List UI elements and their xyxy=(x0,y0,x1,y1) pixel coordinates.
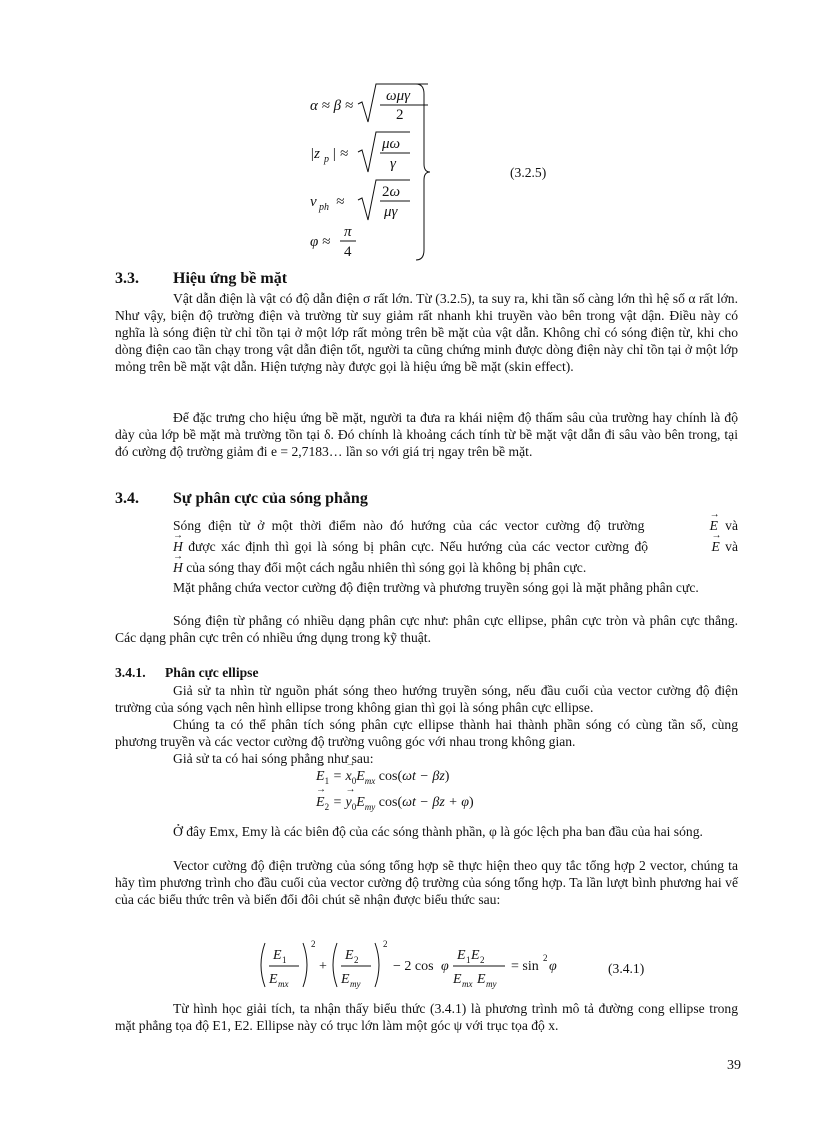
section-number: 3.4.1. xyxy=(115,665,146,680)
section-3-4-1-paragraph-6: Từ hình học giải tích, ta nhận thấy biểu thức (3.4.1) là phương trình mô tả đường cong ellipse trong mặt phẳng tọa độ E1, E2. Ellipse này có trục lớn làm một góc ψ với trục tọa độ x. xyxy=(115,1001,738,1033)
section-3-4-heading xyxy=(115,490,368,508)
equation-block-3-2-5 xyxy=(300,80,630,270)
vector-e2: → E xyxy=(316,795,325,811)
svg-text:= sin: = sin xyxy=(511,959,539,974)
svg-text:2: 2 xyxy=(383,939,388,949)
section-number: 3.3. xyxy=(115,270,139,287)
section-3-4-1-paragraph-5: Vector cường độ điện trường của sóng tổng hợp sẽ thực hiện theo quy tắc tổng hợp 2 vector, chúng ta hãy tìm phương trình cho đầu cuối của vector cường độ trường của sóng tổng hợp. Ta lần lượt bình phương hai vế của các biểu thức trên và biến đổi đôi chút sẽ nhận được biểu thức sau: xyxy=(115,858,738,907)
section-3-4-paragraph-3: Sóng điện từ phẳng có nhiều dạng phân cực như: phân cực ellipse, phân cực tròn và phân cực thẳng. Các dạng phân cực trên có nhiều ứng dụng trong kỹ thuật. xyxy=(115,613,738,645)
unit-vector-x0: → x xyxy=(346,769,352,785)
section-3-3-paragraph-2: Để đặc trưng cho hiệu ứng bề mặt, người ta đưa ra khái niệm độ thấm sâu của trường hay chính là độ dày của lớp bề mặt mà trường tồn tại δ. Đó chính là khoảng cách tính từ bề mặt vật dẫn đi sâu vào bên trong, tại đó cường độ trường giảm đi e = 2,7183… lần so với giá trị ngay trên bề mặt. xyxy=(115,410,738,459)
section-3-4-1-paragraph-3: Giả sử ta có hai sóng phẳng như sau: xyxy=(173,751,374,766)
svg-text:π: π xyxy=(344,224,352,240)
section-3-4-1-paragraph-2: Chúng ta có thể phân tích sóng phân cực ellipse thành hai thành phần sóng có cùng tần số, cùng phương truyền và các vector cường độ trường vuông góc với nhau trong không gian. xyxy=(115,717,738,749)
svg-text:μγ: μγ xyxy=(384,204,398,220)
vector-e-symbol: → E xyxy=(652,515,718,536)
section-3-4-1-paragraph-1: Giả sử ta nhìn từ nguồn phát sóng theo hướng truyền sóng, nếu đầu cuối của vector cường độ điện trường của sóng vạch nên hình ellipse trong không gian thì gọi là sóng phân cực ellipse. xyxy=(115,683,738,715)
svg-text:2: 2 xyxy=(480,955,485,965)
svg-text:E: E xyxy=(345,948,354,963)
svg-text:2: 2 xyxy=(543,953,548,963)
svg-text:+: + xyxy=(319,959,327,974)
svg-text:μω: μω xyxy=(382,136,401,152)
unit-vector-y0: → y xyxy=(346,795,352,811)
equation-e2: → $E_2$ = → $y_0E_{my}$ cos(ωt − βz + φ) xyxy=(316,795,474,812)
svg-text:E: E xyxy=(477,972,486,987)
section-3-4-paragraph-2: Mặt phẳng chứa vector cường độ điện trường và phương truyền sóng gọi là mặt phẳng phân cực. xyxy=(173,580,699,595)
p1b-text: và xyxy=(725,518,738,533)
svg-text:|z: |z xyxy=(310,146,320,162)
equation-label-3-4-1: (3.4.1) xyxy=(608,961,645,976)
equation-3-4-1 xyxy=(255,935,615,995)
vector-e-symbol: → E xyxy=(653,536,719,557)
svg-text:− 2 cos: − 2 cos xyxy=(393,959,434,974)
svg-text:γ: γ xyxy=(390,156,396,172)
vector-h-symbol: → H xyxy=(115,557,183,578)
svg-text:my: my xyxy=(486,979,497,989)
svg-text:E: E xyxy=(457,948,466,963)
section-3-4-1-paragraph-4: Ở đây Emx, Emy là các biên độ của các sóng thành phần, φ là góc lệch pha ban đầu của hai sóng. xyxy=(173,824,703,839)
svg-text:2: 2 xyxy=(354,955,359,965)
section-title: Hiệu ứng bề mặt xyxy=(173,270,288,287)
svg-text:≈: ≈ xyxy=(336,194,345,210)
svg-text:2ω: 2ω xyxy=(382,184,401,200)
vector-e1: → E xyxy=(316,769,325,785)
svg-text:1: 1 xyxy=(282,955,287,965)
svg-text:2: 2 xyxy=(311,939,316,949)
p1e-text: của sóng thay đổi một cách ngẫu nhiên thì sóng gọi là không bị phân cực. xyxy=(186,560,587,575)
section-3-3-heading xyxy=(115,270,287,288)
svg-text:mx: mx xyxy=(278,979,289,989)
svg-text:2: 2 xyxy=(396,107,404,123)
svg-text:mx: mx xyxy=(462,979,473,989)
vector-h-symbol: → H xyxy=(115,536,183,557)
section-number: 3.4. xyxy=(115,490,139,507)
svg-text:E: E xyxy=(269,972,278,987)
p1a-text: Sóng điện từ ở một thời điểm nào đó hướng của các vector cường độ trường xyxy=(173,518,645,533)
page-number: 39 xyxy=(727,1058,741,1073)
svg-text:ωμγ: ωμγ xyxy=(386,88,411,104)
equation-label-3-2-5: (3.2.5) xyxy=(510,165,547,180)
svg-text:E: E xyxy=(471,948,480,963)
equation-e1: → $E_1$ = → $x_0E_{mx}$ cos(ωt − βz) xyxy=(316,769,449,786)
section-3-4-paragraph-1 xyxy=(115,515,738,578)
section-title: Sự phân cực của sóng phẳng xyxy=(173,490,368,507)
p1d-text: và xyxy=(725,539,739,554)
svg-text:ph: ph xyxy=(319,202,329,213)
svg-text:E: E xyxy=(273,948,282,963)
svg-text:v: v xyxy=(310,194,317,210)
svg-text:4: 4 xyxy=(344,244,352,260)
svg-text:1: 1 xyxy=(466,955,471,965)
section-3-4-1-heading xyxy=(115,665,259,681)
svg-text:E: E xyxy=(341,972,350,987)
svg-text:my: my xyxy=(350,979,361,989)
svg-text:p: p xyxy=(324,154,329,165)
svg-text:φ: φ xyxy=(549,959,557,974)
p1c-text: được xác định thì gọi là sóng bị phân cực. Nếu hướng của các vector cường độ xyxy=(188,539,649,554)
svg-text:φ: φ xyxy=(441,959,449,974)
svg-text:E: E xyxy=(453,972,462,987)
svg-text:| ≈: | ≈ xyxy=(332,146,349,162)
section-3-3-paragraph-1: Vật dẫn điện là vật có độ dẫn điện σ rất lớn. Từ (3.2.5), ta suy ra, khi tần số càng lớn thì hệ số α rất lớn. Như vậy, biện độ trường điện và trường từ suy giảm rất nhanh khi truyền vào bên trong vật dận. Điều này có nghĩa là sóng điện từ chỉ tồn tại ở một lớp rất mỏng trên bề mặt của vật dẫn. Không chỉ có sóng điện từ, khi cho dòng điện cao tần chạy trong vật dẫn điện tốt, người ta cũng chứng minh được dòng điện này chỉ tồn tại ở một lớp mỏng trên bề mặt vật dẫn. Hiện tượng này được gọi là hiệu ứng bề mặt (skin effect). xyxy=(115,291,738,374)
svg-text:φ ≈: φ ≈ xyxy=(310,234,331,250)
section-title: Phân cực ellipse xyxy=(165,665,259,680)
svg-text:α ≈ β ≈: α ≈ β ≈ xyxy=(310,98,354,114)
